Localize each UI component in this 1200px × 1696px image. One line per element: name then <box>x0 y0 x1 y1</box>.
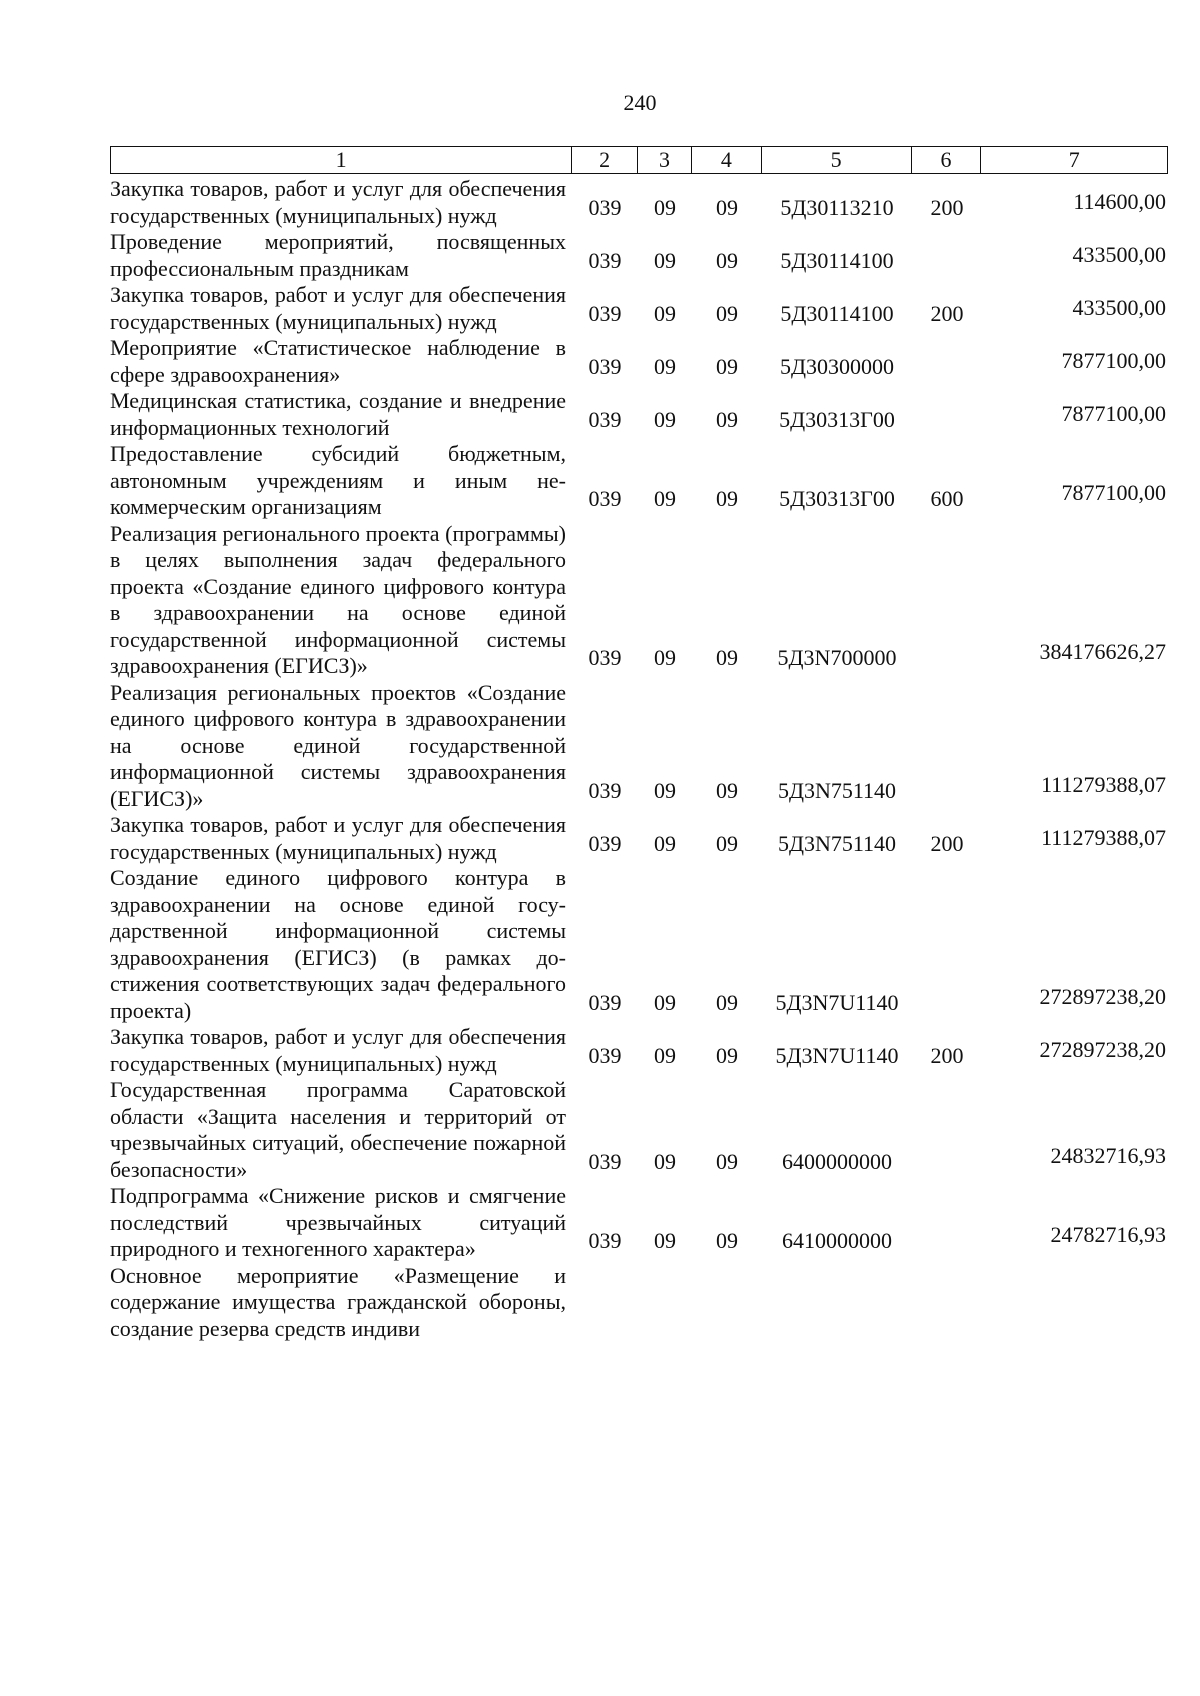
table-row <box>110 812 1168 865</box>
row-description: Реализация региональных проектов «Создание единого цифрового контура в здравоохранении на основе единой государственной информационной системы здравоохранения (ЕГИСЗ)» <box>110 679 566 811</box>
row-amount: 7877100,00 <box>1061 400 1166 426</box>
row-amount: 7877100,00 <box>1061 347 1166 373</box>
row-amount: 114600,00 <box>1073 188 1166 214</box>
table-row <box>110 388 1168 441</box>
row-ministry-code: 039 <box>588 406 622 432</box>
row-ministry-code: 039 <box>588 247 622 273</box>
row-description: Подпрограмма «Снижение рисков и смягчение последствий чрезвычайных ситуаций природного и техногенного характера» <box>110 1183 566 1261</box>
row-target-article: 5Д30113210 <box>780 194 894 220</box>
row-section-code: 09 <box>654 194 676 220</box>
row-section-code: 09 <box>654 645 676 670</box>
row-ministry-code: 039 <box>588 989 622 1015</box>
row-subsection-code: 09 <box>716 300 738 326</box>
row-ministry-code: 039 <box>588 1042 622 1068</box>
row-description: Мероприятие «Статистическое наблюдение в сфере здравоохранения» <box>110 335 566 387</box>
row-expense-type <box>912 672 982 680</box>
row-expense-type <box>912 433 982 441</box>
row-subsection-code: 09 <box>716 486 738 511</box>
row-section-code: 09 <box>654 300 676 326</box>
row-ministry-code: 039 <box>588 777 622 803</box>
row-amount: 111279388,07 <box>1041 824 1166 850</box>
row-description: Проведение мероприятий, посвященных профессиональным праздникам <box>110 229 566 281</box>
table-row <box>110 1077 1168 1183</box>
row-target-article: 6410000000 <box>782 1228 892 1253</box>
row-target-article: 5Д30313Г00 <box>779 486 895 511</box>
row-description: Медицинская статистика, создание и внедрение информационных технологий <box>110 388 566 440</box>
row-ministry-code: 039 <box>588 645 622 670</box>
header-col-4: 4 <box>692 147 762 173</box>
table-row <box>110 680 1168 813</box>
row-expense-type <box>912 1334 982 1342</box>
row-ministry-code: 039 <box>588 353 622 379</box>
row-expense-type <box>912 1175 982 1183</box>
header-col-2: 2 <box>572 147 638 173</box>
table-header <box>110 146 1168 174</box>
row-expense-type: 600 <box>930 486 964 511</box>
row-target-article: 5Д30114100 <box>780 300 894 326</box>
row-ministry-code <box>572 1334 638 1342</box>
row-amount: 111279388,07 <box>1041 771 1166 797</box>
row-description: Основное мероприятие «Размещение и содержание имущества гражданской обороны, создание резерва средств индиви <box>110 1262 566 1341</box>
row-expense-type: 200 <box>930 300 964 326</box>
row-subsection-code: 09 <box>716 1148 738 1174</box>
row-expense-type <box>912 380 982 388</box>
row-amount: 433500,00 <box>1072 294 1166 320</box>
row-description: Закупка товаров, работ и услуг для обеспечения государственных (муниципальных) нужд <box>110 1024 566 1076</box>
row-target-article: 5Д3N7U1140 <box>775 1042 899 1068</box>
table-row <box>110 1263 1168 1343</box>
row-ministry-code: 039 <box>588 1228 622 1253</box>
row-subsection-code <box>692 1334 762 1342</box>
row-description: Реализация регионального проекта (программы) в целях выполнения задач федерального проекта «Создание единого цифрового контура в здравоохранении на основе единой государственной информационной системы здравоохранения (ЕГИСЗ)» <box>110 520 566 678</box>
row-amount: 272897238,20 <box>1039 983 1166 1009</box>
row-amount: 433500,00 <box>1072 241 1166 267</box>
row-amount <box>982 1328 1168 1342</box>
row-ministry-code: 039 <box>588 1148 622 1174</box>
row-subsection-code: 09 <box>716 194 738 220</box>
row-expense-type <box>912 1255 982 1263</box>
row-target-article: 5Д3N7U1140 <box>775 989 899 1015</box>
row-subsection-code: 09 <box>716 406 738 432</box>
row-target-article: 5Д3N751140 <box>777 830 897 856</box>
row-section-code: 09 <box>654 1042 676 1068</box>
header-col-5: 5 <box>762 147 912 173</box>
row-expense-type <box>912 1016 982 1024</box>
table-row <box>110 176 1168 229</box>
table-row <box>110 865 1168 1024</box>
budget-table <box>110 146 1168 1342</box>
row-ministry-code: 039 <box>588 486 622 511</box>
row-description: Предоставление субсидий бюджетным, автономным учреждениям и иным некоммерческим организациям <box>110 441 566 519</box>
row-section-code: 09 <box>654 777 676 803</box>
row-ministry-code: 039 <box>588 300 622 326</box>
row-subsection-code: 09 <box>716 247 738 273</box>
header-col-1: 1 <box>111 147 572 173</box>
table-row <box>110 282 1168 335</box>
header-col-7: 7 <box>1068 147 1080 172</box>
row-ministry-code: 039 <box>588 830 622 856</box>
row-subsection-code: 09 <box>716 645 738 670</box>
row-ministry-code: 039 <box>588 194 622 220</box>
row-subsection-code: 09 <box>716 830 738 856</box>
row-subsection-code: 09 <box>716 353 738 379</box>
row-target-article: 5Д3N751140 <box>777 777 897 803</box>
row-section-code <box>638 1334 692 1342</box>
row-description: Закупка товаров, работ и услуг для обеспечения государственных (муниципальных) нужд <box>110 282 566 334</box>
page-number: 240 <box>623 90 657 115</box>
row-target-article: 6400000000 <box>782 1148 892 1174</box>
row-subsection-code: 09 <box>716 777 738 803</box>
row-amount: 24782716,93 <box>1050 1222 1166 1247</box>
header-col-6: 6 <box>912 147 982 173</box>
row-section-code: 09 <box>654 1228 676 1253</box>
row-section-code: 09 <box>654 830 676 856</box>
row-expense-type <box>912 804 982 812</box>
row-target-article: 5Д30300000 <box>779 353 894 379</box>
table-body <box>110 176 1168 1342</box>
table-row <box>110 441 1168 521</box>
row-subsection-code: 09 <box>716 1228 738 1253</box>
row-amount: 384176626,27 <box>1039 639 1166 664</box>
table-row <box>110 1183 1168 1263</box>
row-description: Государственная программа Саратовской области «Защита населения и территорий от чрезвычайных ситуаций, обеспечение пожарной безопасности» <box>110 1077 566 1182</box>
row-expense-type: 200 <box>930 830 964 856</box>
row-section-code: 09 <box>654 247 676 273</box>
table-row <box>110 1024 1168 1077</box>
row-expense-type <box>912 274 982 282</box>
table-row <box>110 335 1168 388</box>
row-amount: 7877100,00 <box>1061 480 1166 505</box>
table-row <box>110 521 1168 680</box>
row-target-article: 5Д30114100 <box>780 247 894 273</box>
row-expense-type: 200 <box>930 194 964 220</box>
header-col-3: 3 <box>638 147 692 173</box>
row-section-code: 09 <box>654 989 676 1015</box>
row-description: Закупка товаров, работ и услуг для обеспечения государственных (муниципальных) нужд <box>110 812 566 864</box>
row-amount: 272897238,20 <box>1039 1036 1166 1062</box>
row-expense-type: 200 <box>930 1042 964 1068</box>
row-amount: 24832716,93 <box>1050 1142 1166 1168</box>
row-description: Закупка товаров, работ и услуг для обеспечения государственных (муниципальных) нужд <box>110 176 566 228</box>
row-section-code: 09 <box>654 353 676 379</box>
row-subsection-code: 09 <box>716 1042 738 1068</box>
row-description: Создание единого цифрового контура в здравоохранении на основе единой государственной информационной системы здравоохранения (ЕГИСЗ) (в рамках достижения соответствующих задач федерального проекта) <box>110 865 566 1023</box>
row-target-article <box>762 1334 912 1342</box>
table-row <box>110 229 1168 282</box>
row-section-code: 09 <box>654 406 676 432</box>
row-target-article: 5Д3N700000 <box>777 645 897 670</box>
row-target-article: 5Д30313Г00 <box>779 406 895 432</box>
row-subsection-code: 09 <box>716 989 738 1015</box>
row-section-code: 09 <box>654 486 676 511</box>
row-section-code: 09 <box>654 1148 676 1174</box>
